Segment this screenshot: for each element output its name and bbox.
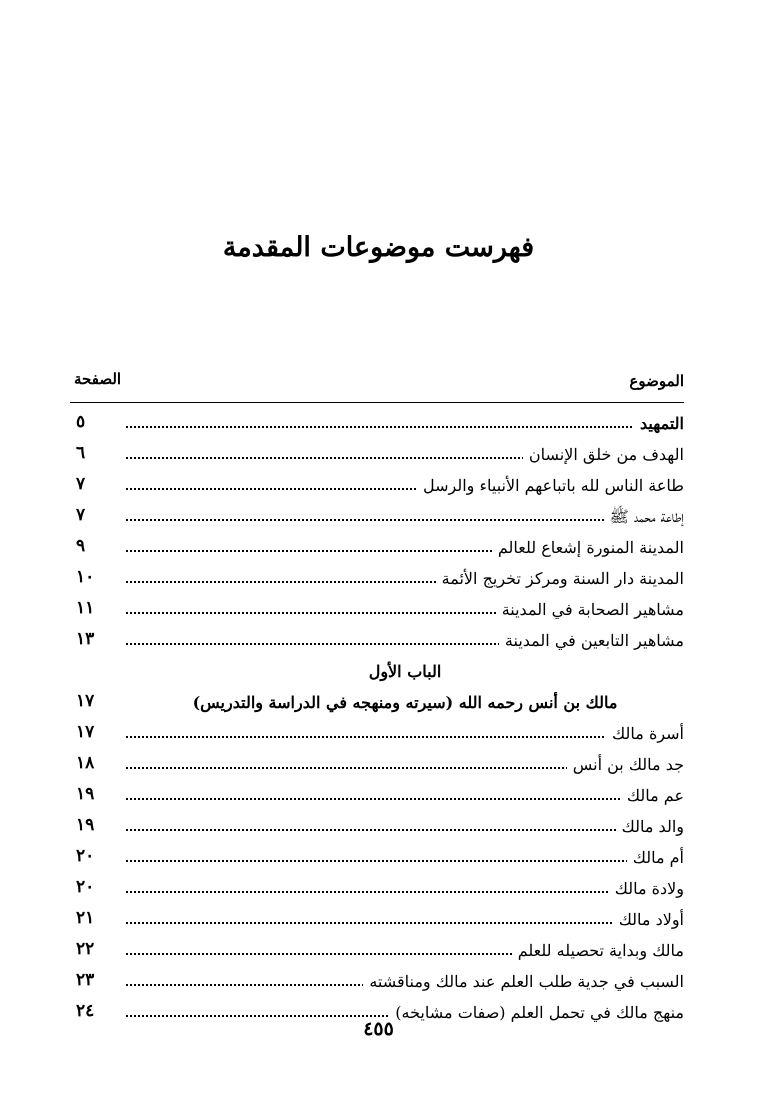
- entry-label: منهج مالك في تحمل العلم (صفات مشايخه): [389, 1003, 684, 1022]
- entry-page: ١٣: [76, 629, 95, 649]
- chapter-label: مالك بن أنس رحمه الله (سيرته ومنهجه في الدراسة والتدريس): [192, 693, 618, 712]
- leader-dots: [126, 823, 684, 831]
- toc-entry: [70, 720, 684, 751]
- entry-page: ١٨: [76, 753, 95, 773]
- toc-entry: [70, 875, 684, 906]
- entry-label: أم مالك: [627, 848, 684, 867]
- leader-dots: [126, 854, 684, 862]
- entry-label: الهدف من خلق الإنسان: [523, 445, 684, 464]
- entry-label: إطاعة محمد ﷺ: [604, 507, 684, 530]
- toc-entry: [70, 441, 684, 472]
- entry-page: ١٩: [76, 815, 95, 835]
- entry-page: ٢٤: [76, 1001, 95, 1021]
- toc-entry: [70, 596, 684, 627]
- entry-label: التمهيد: [634, 414, 684, 433]
- entry-page: ٢٢: [76, 939, 95, 959]
- leader-dots: [126, 916, 684, 924]
- entry-page: ٥: [76, 412, 86, 432]
- toc-entry: [70, 565, 684, 596]
- toc-list: [70, 410, 684, 1030]
- entry-page: ٩: [76, 536, 86, 556]
- leader-dots: [126, 730, 684, 738]
- entry-page: ٦: [76, 443, 86, 463]
- toc-entry: [70, 503, 684, 534]
- toc-entry: [70, 782, 684, 813]
- page-number: ٤٥٥: [363, 1018, 394, 1040]
- toc-entry: [70, 813, 684, 844]
- leader-dots: [126, 513, 684, 521]
- toc-entry: [70, 937, 684, 968]
- entry-label: جد مالك بن أنس: [567, 755, 684, 774]
- entry-label: مالك وبداية تحصيله للعلم: [512, 941, 684, 960]
- toc-entry: [70, 534, 684, 565]
- entry-label: المدينة المنورة إشعاع للعالم: [492, 538, 684, 557]
- chapter-page: ١٧: [76, 691, 95, 711]
- entry-label: ولادة مالك: [609, 879, 684, 898]
- section-label: الباب الأول: [368, 662, 442, 681]
- section-heading: [70, 658, 684, 689]
- entry-label: المدينة دار السنة ومركز تخريج الأئمة: [436, 569, 684, 588]
- chapter-heading: [70, 689, 684, 720]
- leader-dots: [126, 420, 684, 428]
- toc-entry: [70, 844, 684, 875]
- entry-page: ١٩: [76, 784, 95, 804]
- toc-entry: [70, 751, 684, 782]
- entry-page: ١٠: [76, 567, 95, 587]
- entry-label: مشاهير التابعين في المدينة: [499, 631, 684, 650]
- entry-page: ٢٣: [76, 970, 95, 990]
- entry-page: ١١: [76, 598, 95, 618]
- entry-label: عم مالك: [621, 786, 684, 805]
- leader-dots: [126, 792, 684, 800]
- toc-header: [70, 366, 684, 403]
- toc-entry: [70, 906, 684, 937]
- toc-entry: [70, 627, 684, 658]
- toc-entry: [70, 410, 684, 441]
- entry-page: ٢٠: [76, 846, 95, 866]
- entry-label: مشاهير الصحابة في المدينة: [496, 600, 684, 619]
- page-column-header: الصفحة: [74, 370, 122, 388]
- entry-page: ٢٠: [76, 877, 95, 897]
- entry-label: أولاد مالك: [613, 910, 684, 929]
- entry-page: ٧: [76, 474, 86, 494]
- entry-label: السبب في جدية طلب العلم عند مالك ومناقشته: [363, 972, 684, 991]
- topic-column-header: الموضوع: [629, 372, 684, 390]
- toc-entry: [70, 968, 684, 999]
- leader-dots: [126, 885, 684, 893]
- entry-label: والد مالك: [616, 817, 684, 836]
- toc-entry: [70, 472, 684, 503]
- entry-label: طاعة الناس لله باتباعهم الأنبياء والرسل: [417, 476, 684, 495]
- page-title: فهرست موضوعات المقدمة: [222, 232, 535, 263]
- entry-page: ٢١: [76, 908, 95, 928]
- entry-page: ٧: [76, 505, 86, 525]
- entry-label: أسرة مالك: [606, 724, 684, 743]
- entry-page: ١٧: [76, 722, 95, 742]
